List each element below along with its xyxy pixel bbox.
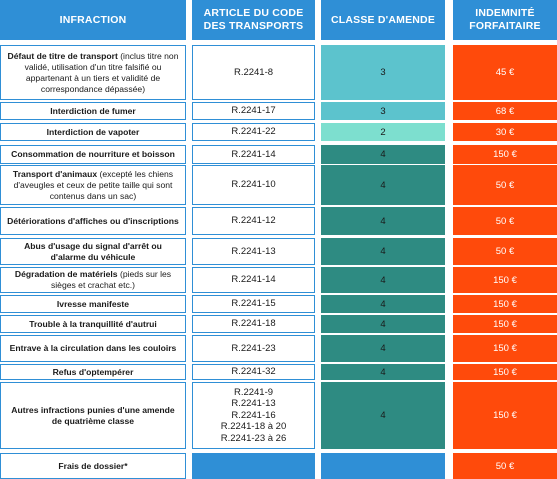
classe-cell: 3 bbox=[321, 102, 445, 120]
article-cell: R.2241-17 bbox=[192, 102, 315, 120]
indemnite-cell: 68 € bbox=[453, 102, 557, 120]
indemnite-cell: 150 € bbox=[453, 335, 557, 362]
classe-cell: 4 bbox=[321, 335, 445, 362]
indemnite-cell: 50 € bbox=[453, 453, 557, 479]
article-cell: R.2241-22 bbox=[192, 123, 315, 141]
infraction-label: Trouble à la tranquillité d'autrui bbox=[29, 318, 157, 329]
classe-cell: 4 bbox=[321, 295, 445, 313]
infraction-cell bbox=[0, 267, 186, 293]
indemnite-cell: 150 € bbox=[453, 145, 557, 164]
infraction-detail: (pieds sur les sièges et crachat etc.) bbox=[50, 269, 172, 290]
article-cell: R.2241-14 bbox=[192, 145, 315, 164]
header-infraction: INFRACTION bbox=[0, 0, 186, 40]
classe-cell: 3 bbox=[321, 45, 445, 100]
infraction-label: Consommation de nourriture et boisson bbox=[11, 149, 175, 159]
infraction-detail: (inclus titre non validé, utilisation d'un titre falsifié ou appartenant à un tiers et validité de correspondance dépassée) bbox=[24, 50, 179, 94]
header-classe: CLASSE D'AMENDE bbox=[321, 0, 445, 40]
classe-cell: 2 bbox=[321, 123, 445, 141]
classe-cell: 4 bbox=[321, 238, 445, 265]
infraction-cell bbox=[0, 382, 186, 449]
classe-cell: 4 bbox=[321, 207, 445, 235]
classe-cell bbox=[321, 453, 445, 479]
article-cell: R.2241-23 bbox=[192, 335, 315, 362]
indemnite-cell: 150 € bbox=[453, 382, 557, 449]
infraction-label: Interdiction de vapoter bbox=[46, 126, 140, 137]
infraction-cell bbox=[0, 165, 186, 205]
header-indemnite: INDEMNITÉ FORFAITAIRE bbox=[453, 0, 557, 40]
article-cell bbox=[192, 453, 315, 479]
article-cell: R.2241-18 bbox=[192, 315, 315, 333]
article-cell: R.2241-8 bbox=[192, 45, 315, 100]
infraction-label: Défaut de titre de transport bbox=[7, 50, 118, 61]
indemnite-cell: 150 € bbox=[453, 315, 557, 333]
infraction-label: Entrave à la circulation dans les couloirs bbox=[9, 343, 177, 353]
article-cell: R.2241-9 R.2241-13 R.2241-16 R.2241-18 à 20 R.2241-23 à 26 bbox=[192, 382, 315, 449]
indemnite-cell: 150 € bbox=[453, 267, 557, 293]
classe-cell: 4 bbox=[321, 165, 445, 205]
header-article: ARTICLE DU CODE DES TRANSPORTS bbox=[192, 0, 315, 40]
infraction-label: Détériorations d'affiches ou d'inscriptions bbox=[7, 215, 179, 226]
classe-cell: 4 bbox=[321, 382, 445, 449]
infraction-cell bbox=[0, 364, 186, 380]
indemnite-cell: 30 € bbox=[453, 123, 557, 141]
article-cell: R.2241-32 bbox=[192, 364, 315, 380]
indemnite-cell: 50 € bbox=[453, 238, 557, 265]
infraction-label: Autres infractions punies d'une amende de quatrième classe bbox=[11, 404, 175, 426]
infraction-cell bbox=[0, 102, 186, 120]
infraction-label: Abus d'usage du signal d'arrêt ou d'alarme du véhicule bbox=[24, 240, 162, 262]
infraction-cell bbox=[0, 453, 186, 479]
article-cell: R.2241-10 bbox=[192, 165, 315, 205]
infraction-label: Interdiction de fumer bbox=[50, 105, 136, 116]
infraction-label: Frais de dossier* bbox=[58, 460, 128, 471]
indemnite-cell: 150 € bbox=[453, 364, 557, 380]
infraction-label: Refus d'optempérer bbox=[52, 366, 134, 377]
classe-cell: 4 bbox=[321, 267, 445, 293]
infraction-cell bbox=[0, 145, 186, 164]
indemnite-cell: 50 € bbox=[453, 165, 557, 205]
infraction-cell bbox=[0, 335, 186, 362]
indemnite-cell: 150 € bbox=[453, 295, 557, 313]
infraction-cell bbox=[0, 45, 186, 100]
indemnite-cell: 45 € bbox=[453, 45, 557, 100]
infraction-cell bbox=[0, 123, 186, 141]
article-cell: R.2241-12 bbox=[192, 207, 315, 235]
infraction-cell bbox=[0, 295, 186, 313]
infraction-label: Transport d'animaux bbox=[12, 168, 98, 179]
infraction-cell bbox=[0, 238, 186, 265]
infraction-cell bbox=[0, 207, 186, 235]
indemnite-cell: 50 € bbox=[453, 207, 557, 235]
classe-cell: 4 bbox=[321, 364, 445, 380]
article-cell: R.2241-14 bbox=[192, 267, 315, 293]
classe-cell: 4 bbox=[321, 315, 445, 333]
article-cell: R.2241-13 bbox=[192, 238, 315, 265]
infraction-label: Ivresse manifeste bbox=[56, 298, 130, 309]
infraction-detail: (excepté les chiens d'aveugles et ceux de petite taille qui sont contenus dans un sac) bbox=[13, 168, 174, 201]
infraction-cell bbox=[0, 315, 186, 333]
classe-cell: 4 bbox=[321, 145, 445, 164]
article-cell: R.2241-15 bbox=[192, 295, 315, 313]
infraction-label: Dégradation de matériels bbox=[14, 269, 118, 279]
